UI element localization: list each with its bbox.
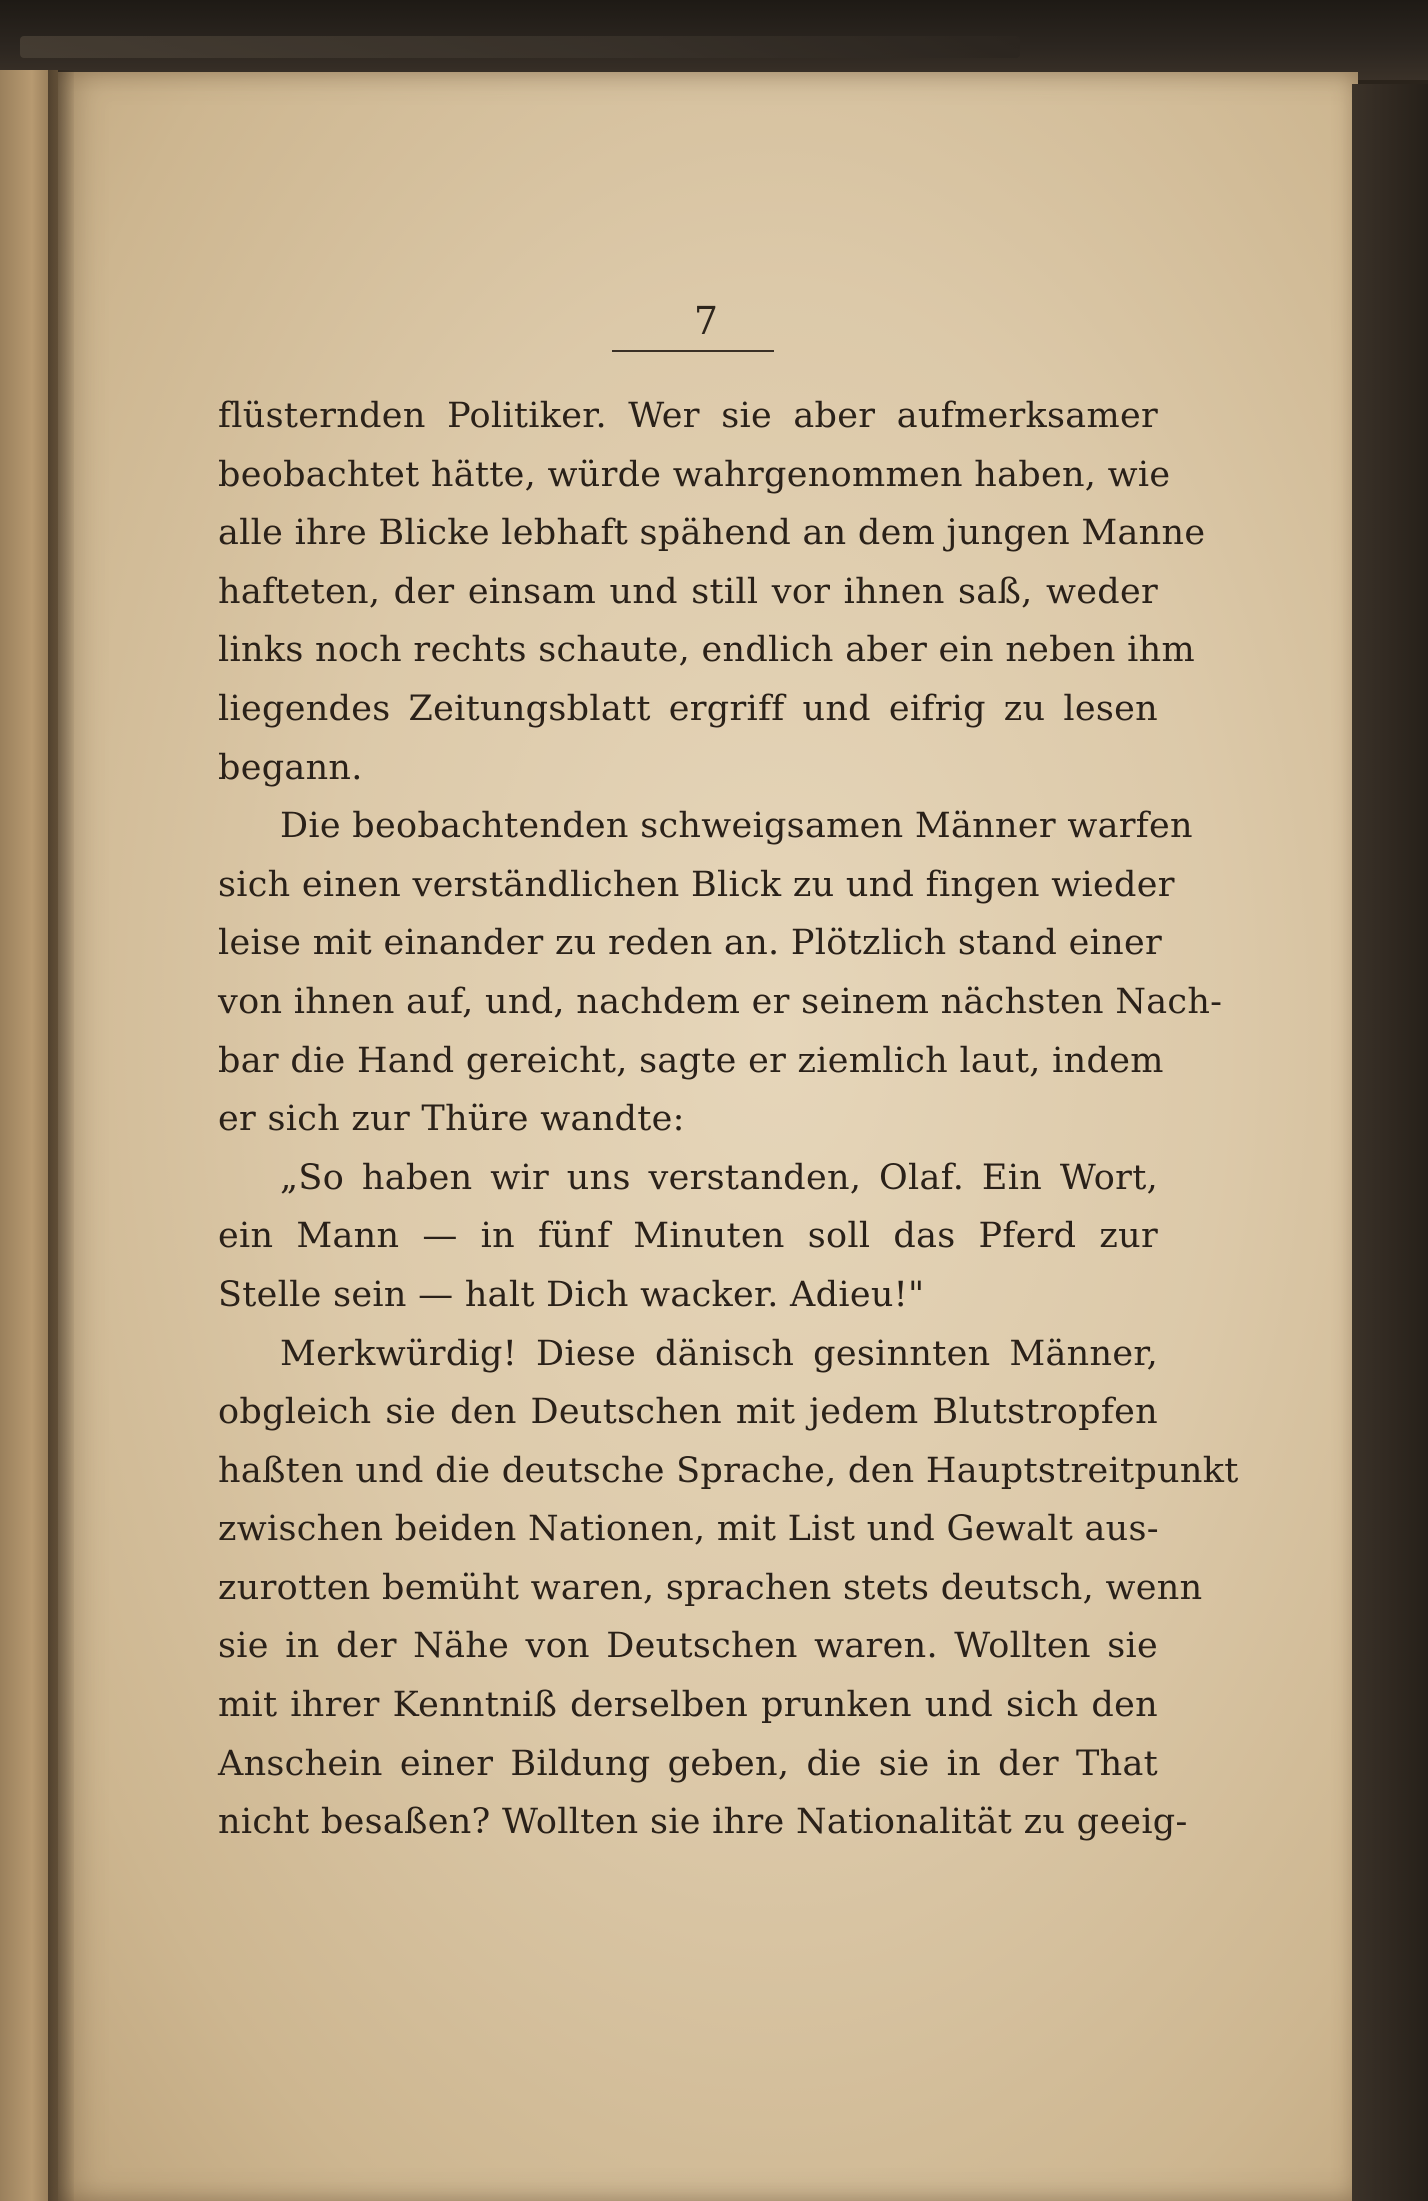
body-text: [218, 387, 1239, 1852]
text-line: begann.: [218, 747, 363, 788]
text-line: flüsternden Politiker. Wer sie aber aufmerksamer: [218, 396, 1158, 436]
text-line: Stelle sein — halt Dich wacker. Adieu!": [218, 1274, 925, 1315]
text-line: sie in der Nähe von Deutschen waren. Wollten sie: [218, 1626, 1158, 1667]
text-line: mit ihrer Kenntniß derselben prunken und sich den: [218, 1685, 1158, 1726]
text-line: haßten und die deutsche Sprache, den Hauptstreitpunkt: [218, 1450, 1239, 1491]
text-line: links noch rechts schaute, endlich aber ein neben ihm: [218, 630, 1195, 671]
text-line: er sich zur Thüre wandte:: [218, 1099, 685, 1140]
book-cover-edge: [0, 0, 1428, 80]
text-line: Anschein einer Bildung geben, die sie in der That: [218, 1743, 1158, 1784]
page-outer-edge: [1352, 84, 1428, 2201]
text-line: zurotten bemüht waren, sprachen stets deutsch, wenn: [218, 1567, 1203, 1608]
text-line: von ihnen auf, und, nachdem er seinem nächsten Nach-: [218, 981, 1223, 1022]
text-line: sich einen verständlichen Blick zu und fingen wieder: [218, 864, 1175, 905]
text-line: ein Mann — in fünf Minuten soll das Pferd zur: [218, 1216, 1158, 1257]
gutter-shadow: [48, 70, 74, 2201]
text-line: hafteten, der einsam und still vor ihnen saß, weder: [218, 571, 1158, 612]
text-line: Merkwürdig! Diese dänisch gesinnten Männer,: [280, 1333, 1158, 1374]
header-rule: [612, 350, 774, 352]
text-line: „So haben wir uns verstanden, Olaf. Ein Wort,: [280, 1157, 1158, 1198]
text-line: nicht besaßen? Wollten sie ihre Nationalität zu geeig-: [218, 1802, 1188, 1843]
page-number: 7: [693, 299, 719, 343]
text-line: leise mit einander zu reden an. Plötzlich stand einer: [218, 923, 1163, 964]
text-line: beobachtet hätte, würde wahrgenommen haben, wie: [218, 454, 1171, 495]
text-line: liegendes Zeitungsblatt ergriff und eifrig zu lesen: [218, 688, 1158, 729]
text-line: obgleich sie den Deutschen mit jedem Blutstropfen: [218, 1392, 1158, 1433]
text-line: bar die Hand gereicht, sagte er ziemlich laut, indem: [218, 1040, 1164, 1081]
text-line: alle ihre Blicke lebhaft spähend an dem jungen Manne: [218, 513, 1206, 554]
text-line: Die beobachtenden schweigsamen Männer warfen: [280, 806, 1193, 847]
text-line: zwischen beiden Nationen, mit List und Gewalt aus-: [218, 1509, 1159, 1550]
